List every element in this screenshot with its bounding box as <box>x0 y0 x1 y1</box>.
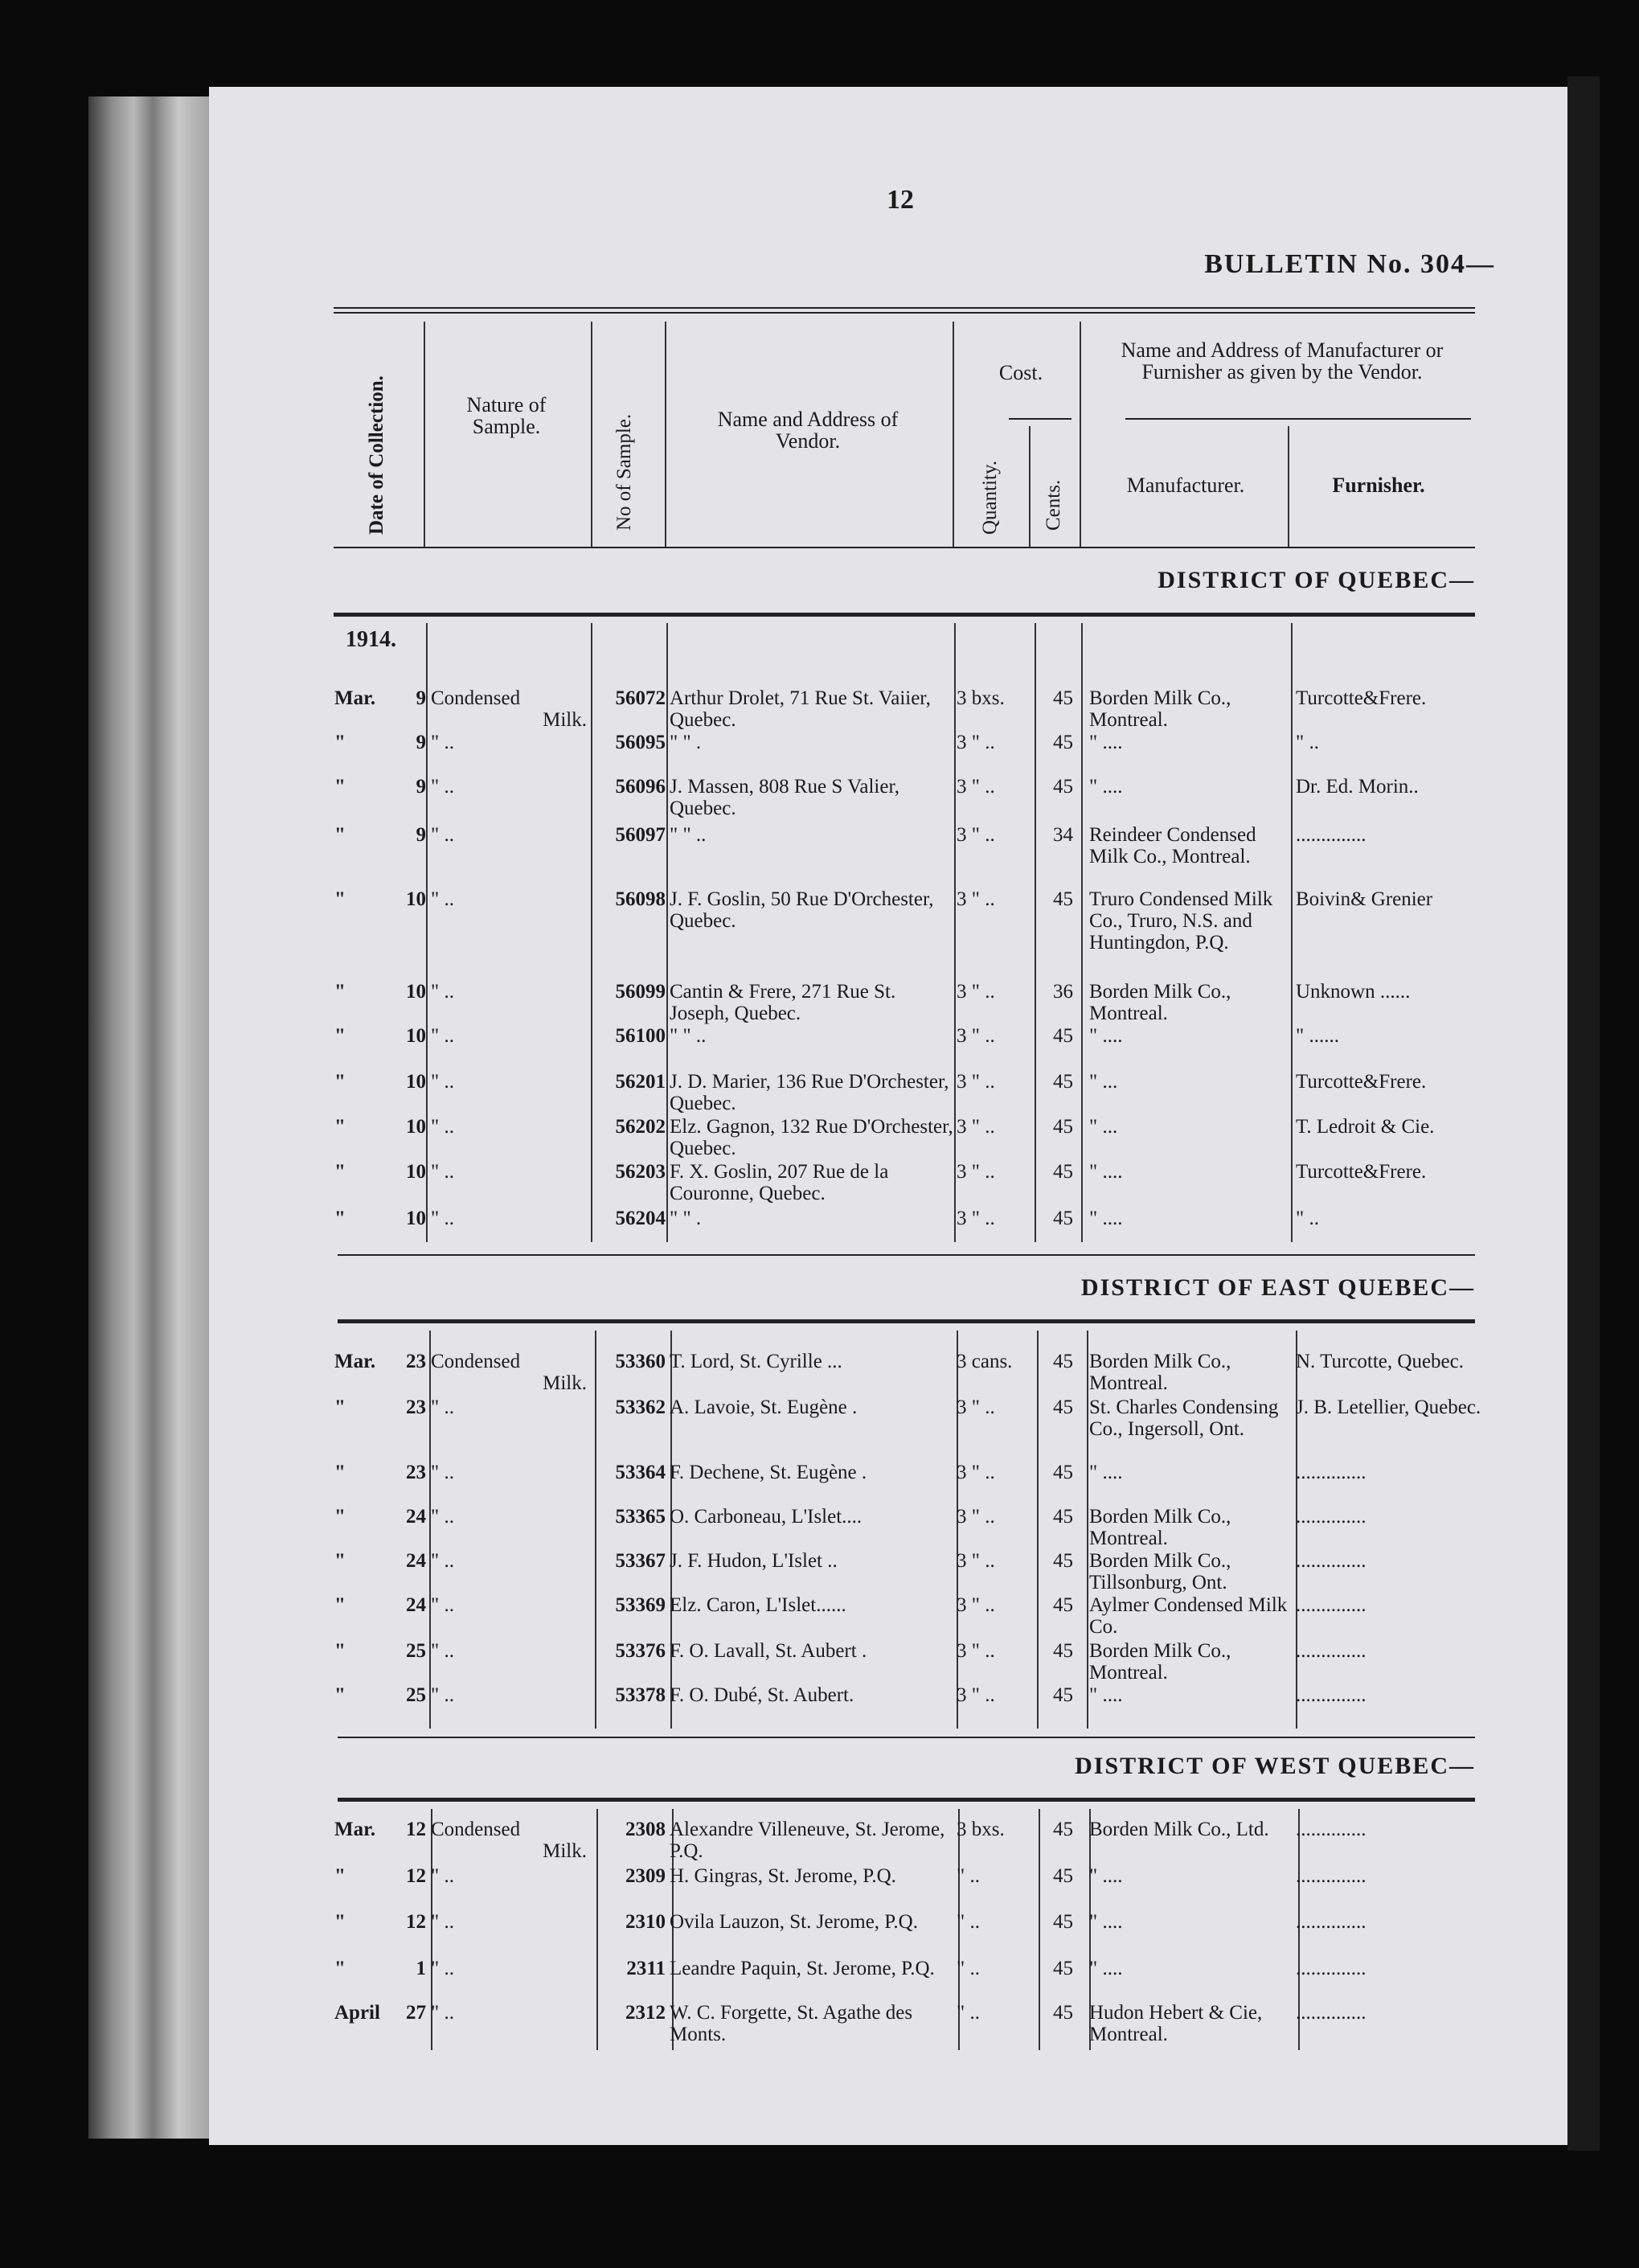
column-divider <box>1039 1809 1040 2050</box>
cell-month: " <box>334 1865 346 1887</box>
cell-cents: 45 <box>1053 1071 1073 1093</box>
cell-furnisher: .............. <box>1296 1865 1367 1887</box>
cell-furnisher: Turcotte&Frere. <box>1296 687 1427 709</box>
cell-furnisher: " .. <box>1296 1208 1319 1229</box>
cell-no: 53360 <box>615 1351 666 1372</box>
district-title: DISTRICT OF QUEBEC— <box>1158 567 1475 593</box>
cell-qty: 3 " .. <box>957 1594 995 1616</box>
cell-qty: 3 bxs. <box>957 687 1005 709</box>
cell-cents: 45 <box>1053 1640 1073 1662</box>
cell-vendor: J. Massen, 808 Rue S Valier, Quebec. <box>670 776 900 819</box>
cell-vendor: Cantin & Frere, 271 Rue St. Joseph, Quebec. <box>670 981 896 1024</box>
column-divider <box>1081 623 1083 1242</box>
cell-cents: 45 <box>1053 1550 1073 1572</box>
cell-no: 2310 <box>625 1911 666 1933</box>
cell-vendor: " " . <box>670 1208 702 1229</box>
cell-vendor: " " . <box>670 732 702 753</box>
cell-cents: 45 <box>1053 1396 1073 1418</box>
cell-vendor: " " .. <box>670 1025 707 1047</box>
cell-no: 56203 <box>615 1161 666 1183</box>
cell-manufacturer: Borden Milk Co., Ltd. <box>1089 1819 1269 1840</box>
column-divider <box>1037 1331 1039 1729</box>
cell-furnisher: Dr. Ed. Morin.. <box>1296 776 1419 798</box>
cell-vendor: F. O. Lavall, St. Aubert . <box>670 1640 867 1662</box>
cell-manufacturer: " .... <box>1089 776 1123 798</box>
column-divider <box>595 1331 596 1729</box>
cell-day: 9 <box>416 732 426 753</box>
bulletin-heading: BULLETIN No. 304— <box>1204 249 1495 279</box>
cell-month: April <box>334 2002 380 2024</box>
column-divider <box>591 623 592 1242</box>
cell-day: 25 <box>406 1640 426 1662</box>
cell-no: 56097 <box>615 824 666 846</box>
cell-furnisher: .............. <box>1296 1594 1367 1616</box>
column-divider <box>666 623 668 1242</box>
cell-nature: " .. <box>431 1071 454 1093</box>
cell-no: 53378 <box>615 1684 666 1706</box>
cell-month: " <box>334 1208 346 1229</box>
cell-nature: " .. <box>431 1911 454 1933</box>
cell-manufacturer: " ... <box>1089 1071 1118 1093</box>
cell-manufacturer: " .... <box>1089 1958 1123 1979</box>
cell-no: 53364 <box>615 1462 666 1483</box>
cell-vendor: Alexandre Villeneuve, St. Jerome, P.Q. <box>670 1819 945 1862</box>
header-mfr-group: Name and Address of Manufacturer or Furnisher as given by the Vendor. <box>1121 338 1444 383</box>
cell-month: " <box>334 1550 346 1572</box>
header-top-rule <box>334 307 1475 309</box>
cell-qty: " .. <box>957 2002 980 2024</box>
cell-furnisher: .............. <box>1296 1958 1367 1979</box>
cell-manufacturer: St. Charles Condensing Co., Ingersoll, Ont. <box>1089 1396 1279 1440</box>
column-divider <box>1087 1331 1088 1729</box>
cell-no: 53365 <box>615 1506 666 1528</box>
cell-cents: 45 <box>1053 1819 1073 1840</box>
cell-nature: " .. <box>431 1462 454 1483</box>
header-divider <box>1029 426 1031 547</box>
cell-manufacturer: Truro Condensed Milk Co., Truro, N.S. and Huntingdon, P.Q. <box>1089 888 1273 954</box>
header-nature: Nature of Sample. <box>466 393 547 438</box>
cell-qty: 3 " .. <box>957 1208 995 1229</box>
cell-nature: " .. <box>431 1116 454 1138</box>
cell-qty: 3 " .. <box>957 1640 995 1662</box>
cell-month: " <box>334 1506 346 1528</box>
cell-day: 23 <box>406 1351 426 1372</box>
cell-nature: " .. <box>431 1640 454 1662</box>
cell-vendor: F. Dechene, St. Eugène . <box>670 1462 867 1483</box>
cell-furnisher: Unknown ...... <box>1296 981 1411 1003</box>
cell-month: " <box>334 1640 346 1662</box>
cell-nature: " .. <box>431 1025 454 1047</box>
header-cost: Cost. <box>998 361 1043 384</box>
cell-manufacturer: " .... <box>1089 1865 1123 1887</box>
cell-day: 12 <box>406 1865 426 1887</box>
cell-manufacturer: " .... <box>1089 1025 1123 1047</box>
cell-furnisher: N. Turcotte, Quebec. <box>1296 1351 1464 1372</box>
section-rule <box>338 1254 1475 1256</box>
cell-no: 56095 <box>615 732 666 753</box>
cell-day: 9 <box>416 824 426 846</box>
cell-cents: 45 <box>1053 2002 1073 2024</box>
cell-cents: 45 <box>1053 1911 1073 1933</box>
cell-no: 56099 <box>615 981 666 1003</box>
column-divider <box>670 1331 672 1729</box>
cell-cents: 45 <box>1053 1025 1073 1047</box>
cell-day: 10 <box>406 1025 426 1047</box>
cell-no: 56098 <box>615 888 666 910</box>
cell-day: 12 <box>406 1819 426 1840</box>
header-divider <box>953 322 954 547</box>
cell-manufacturer: Borden Milk Co., Montreal. <box>1089 687 1231 731</box>
cell-cents: 45 <box>1053 732 1073 753</box>
cost-rule <box>1009 418 1071 420</box>
cell-vendor: T. Lord, St. Cyrille ... <box>670 1351 842 1372</box>
cell-vendor: Arthur Drolet, 71 Rue St. Vaiier, Quebec. <box>670 687 931 731</box>
cell-furnisher: " .. <box>1296 732 1319 753</box>
cell-month: " <box>334 1462 346 1483</box>
cell-nature: " .. <box>431 1208 454 1229</box>
header-cents: Cents. <box>1043 479 1064 531</box>
header-divider <box>591 322 592 547</box>
cell-nature-continued: Milk. <box>543 1372 587 1394</box>
cell-no: 56201 <box>615 1071 666 1093</box>
cell-manufacturer: " .... <box>1089 1462 1123 1483</box>
cell-no: 56096 <box>615 776 666 798</box>
header-divider <box>1080 322 1081 547</box>
cell-nature: Condensed <box>431 1819 521 1840</box>
cell-nature: " .. <box>431 1594 454 1616</box>
cell-vendor: Ovila Lauzon, St. Jerome, P.Q. <box>670 1911 918 1933</box>
cell-nature: " .. <box>431 1506 454 1528</box>
cell-manufacturer: Borden Milk Co., Montreal. <box>1089 1351 1231 1394</box>
cell-month: " <box>334 1594 346 1616</box>
cell-manufacturer: Borden Milk Co., Montreal. <box>1089 981 1231 1024</box>
cell-furnisher: .............. <box>1296 1911 1367 1933</box>
cell-cents: 45 <box>1053 1116 1073 1138</box>
year-label: 1914. <box>346 627 396 652</box>
header-furnisher: Furnisher. <box>1332 474 1425 497</box>
cell-day: 10 <box>406 1161 426 1183</box>
cell-manufacturer: Borden Milk Co., Montreal. <box>1089 1640 1231 1684</box>
cell-month: " <box>334 824 346 846</box>
cell-manufacturer: " .... <box>1089 1684 1123 1706</box>
cell-furnisher: .............. <box>1296 2002 1367 2024</box>
header-divider <box>1288 426 1289 547</box>
cell-vendor: W. C. Forgette, St. Agathe des Monts. <box>670 2002 913 2045</box>
cell-nature: " .. <box>431 776 454 798</box>
column-divider <box>1291 623 1293 1242</box>
header-manufacturer: Manufacturer. <box>1126 474 1245 497</box>
cell-nature: " .. <box>431 1958 454 1979</box>
cell-month: Mar. <box>334 1351 376 1372</box>
cell-qty: 3 " .. <box>957 776 995 798</box>
cell-month: " <box>334 1071 346 1093</box>
cell-day: 1 <box>416 1958 426 1979</box>
cell-no: 2309 <box>625 1865 666 1887</box>
cell-furnisher: J. B. Letellier, Quebec. <box>1296 1396 1481 1418</box>
cell-manufacturer: " ... <box>1089 1116 1118 1138</box>
cell-qty: " .. <box>957 1865 980 1887</box>
cell-vendor: J. D. Marier, 136 Rue D'Orchester, Quebec. <box>670 1071 949 1114</box>
cell-month: " <box>334 1396 346 1418</box>
cell-furnisher: T. Ledroit & Cie. <box>1296 1116 1435 1138</box>
district-title: DISTRICT OF EAST QUEBEC— <box>1080 1274 1475 1301</box>
cell-cents: 45 <box>1053 1161 1073 1183</box>
cell-qty: 3 " .. <box>957 1506 995 1528</box>
cell-vendor: Leandre Paquin, St. Jerome, P.Q. <box>670 1958 935 1979</box>
cell-month: " <box>334 776 346 798</box>
cell-month: " <box>334 1911 346 1933</box>
cell-cents: 45 <box>1053 888 1073 910</box>
cell-manufacturer: Hudon Hebert & Cie, Montreal. <box>1089 2002 1263 2045</box>
cell-no: 56204 <box>615 1208 666 1229</box>
column-divider <box>426 623 428 1242</box>
cell-day: 9 <box>416 687 426 709</box>
section-rule <box>334 613 1475 617</box>
cell-no: 56202 <box>615 1116 666 1138</box>
cell-cents: 45 <box>1053 1865 1073 1887</box>
cell-qty: 3 " .. <box>957 1462 995 1483</box>
cell-day: 23 <box>406 1462 426 1483</box>
cell-day: 25 <box>406 1684 426 1706</box>
cell-qty: " .. <box>957 1958 980 1979</box>
header-divider <box>424 322 425 547</box>
cell-month: " <box>334 1161 346 1183</box>
cell-vendor: Elz. Caron, L'Islet...... <box>670 1594 846 1616</box>
header-quantity: Quantity. <box>979 460 1001 535</box>
cell-cents: 45 <box>1053 1506 1073 1528</box>
cell-nature: " .. <box>431 824 454 846</box>
cell-nature: Condensed <box>431 687 521 709</box>
cell-day: 24 <box>406 1550 426 1572</box>
cell-month: " <box>334 1116 346 1138</box>
cell-manufacturer: " .... <box>1089 1161 1123 1183</box>
column-divider <box>1035 623 1036 1242</box>
cell-qty: " .. <box>957 1911 980 1933</box>
cell-nature: " .. <box>431 2002 454 2024</box>
cell-furnisher: .............. <box>1296 1550 1367 1572</box>
cell-no: 2308 <box>625 1819 666 1840</box>
cell-cents: 34 <box>1053 824 1073 846</box>
cell-day: 10 <box>406 1208 426 1229</box>
cell-furnisher: .............. <box>1296 1819 1367 1840</box>
cell-no: 53367 <box>615 1550 666 1572</box>
district-title: DISTRICT OF WEST QUEBEC— <box>1075 1753 1475 1779</box>
cell-cents: 45 <box>1053 1594 1073 1616</box>
cell-no: 53369 <box>615 1594 666 1616</box>
cell-vendor: J. F. Goslin, 50 Rue D'Orchester, Quebec. <box>670 888 934 932</box>
cell-vendor: A. Lavoie, St. Eugène . <box>670 1396 858 1418</box>
cell-no: 2311 <box>626 1958 666 1979</box>
cell-nature: " .. <box>431 1550 454 1572</box>
cell-nature: " .. <box>431 1396 454 1418</box>
book-spine <box>88 96 217 2139</box>
cell-qty: 3 " .. <box>957 1550 995 1572</box>
cell-day: 10 <box>406 1116 426 1138</box>
cell-manufacturer: Borden Milk Co., Tillsonburg, Ont. <box>1089 1550 1231 1593</box>
cell-month: Mar. <box>334 1819 376 1840</box>
cell-day: 9 <box>416 776 426 798</box>
cell-no: 56100 <box>615 1025 666 1047</box>
cell-day: 24 <box>406 1594 426 1616</box>
cell-nature: Condensed <box>431 1351 521 1372</box>
cell-manufacturer: " .... <box>1089 732 1123 753</box>
cell-month: " <box>334 732 346 753</box>
cell-nature: " .. <box>431 1161 454 1183</box>
cell-vendor: F. O. Dubé, St. Aubert. <box>670 1684 854 1706</box>
header-top-rule-2 <box>334 312 1475 314</box>
cell-nature: " .. <box>431 1684 454 1706</box>
cell-cents: 45 <box>1053 1684 1073 1706</box>
cell-manufacturer: " .... <box>1089 1911 1123 1933</box>
cell-day: 10 <box>406 888 426 910</box>
page-number: 12 <box>887 185 914 215</box>
cell-furnisher: Turcotte&Frere. <box>1296 1071 1427 1093</box>
cell-qty: 3 " .. <box>957 824 995 846</box>
cell-cents: 45 <box>1053 687 1073 709</box>
header-vendor: Name and Address of Vendor. <box>717 408 899 453</box>
cell-furnisher: .............. <box>1296 824 1367 846</box>
cell-cents: 45 <box>1053 1958 1073 1979</box>
page-edge-shadow <box>1567 76 1600 2151</box>
cell-qty: 3 cans. <box>957 1351 1013 1372</box>
cell-furnisher: .............. <box>1296 1506 1367 1528</box>
cell-day: 24 <box>406 1506 426 1528</box>
cell-qty: 3 bxs. <box>957 1819 1005 1840</box>
cell-month: " <box>334 888 346 910</box>
cell-qty: 3 " .. <box>957 888 995 910</box>
cell-month: " <box>334 981 346 1003</box>
cell-nature: " .. <box>431 888 454 910</box>
cell-furnisher: " ...... <box>1296 1025 1339 1047</box>
cell-month: Mar. <box>334 687 376 709</box>
cell-qty: 3 " .. <box>957 1116 995 1138</box>
cell-cents: 36 <box>1053 981 1073 1003</box>
header-bottom-rule <box>334 547 1475 548</box>
column-divider <box>1296 1331 1297 1729</box>
header-divider <box>665 322 666 547</box>
cell-vendor: F. X. Goslin, 207 Rue de la Couronne, Quebec. <box>670 1161 889 1204</box>
section-rule <box>338 1798 1475 1802</box>
cell-vendor: H. Gingras, St. Jerome, P.Q. <box>670 1865 896 1887</box>
cell-nature-continued: Milk. <box>543 709 587 731</box>
cell-cents: 45 <box>1053 1208 1073 1229</box>
header-date: Date of Collection. <box>366 375 387 535</box>
cell-qty: 3 " .. <box>957 981 995 1003</box>
cell-qty: 3 " .. <box>957 1025 995 1047</box>
cell-no: 53362 <box>615 1396 666 1418</box>
cell-qty: 3 " .. <box>957 732 995 753</box>
cell-no: 53376 <box>615 1640 666 1662</box>
cell-furnisher: .............. <box>1296 1640 1367 1662</box>
cell-month: " <box>334 1684 346 1706</box>
cell-day: 27 <box>406 2002 426 2024</box>
cell-qty: 3 " .. <box>957 1161 995 1183</box>
cell-month: " <box>334 1958 346 1979</box>
cell-no: 2312 <box>625 2002 666 2024</box>
cell-manufacturer: Borden Milk Co., Montreal. <box>1089 1506 1231 1549</box>
cell-no: 56072 <box>615 687 666 709</box>
cell-vendor: Elz. Gagnon, 132 Rue D'Orchester, Quebec. <box>670 1116 953 1159</box>
cell-nature-continued: Milk. <box>543 1840 587 1862</box>
header-sample-no: No of Sample. <box>613 413 635 531</box>
cell-day: 10 <box>406 1071 426 1093</box>
cell-vendor: O. Carboneau, L'Islet.... <box>670 1506 863 1528</box>
mfr-rule <box>1125 418 1471 420</box>
cell-furnisher: Boivin& Grenier <box>1296 888 1433 910</box>
cell-manufacturer: " .... <box>1089 1208 1123 1229</box>
cell-month: " <box>334 1025 346 1047</box>
cell-qty: 3 " .. <box>957 1396 995 1418</box>
section-rule <box>338 1737 1475 1738</box>
column-divider <box>957 1331 958 1729</box>
cell-vendor: " " .. <box>670 824 707 846</box>
cell-nature: " .. <box>431 1865 454 1887</box>
cell-furnisher: .............. <box>1296 1462 1367 1483</box>
cell-furnisher: .............. <box>1296 1684 1367 1706</box>
cell-furnisher: Turcotte&Frere. <box>1296 1161 1427 1183</box>
cell-nature: " .. <box>431 732 454 753</box>
cell-day: 12 <box>406 1911 426 1933</box>
cell-manufacturer: Aylmer Condensed Milk Co. <box>1089 1594 1288 1638</box>
cell-manufacturer: Reindeer Condensed Milk Co., Montreal. <box>1089 824 1256 867</box>
cell-cents: 45 <box>1053 1462 1073 1483</box>
cell-day: 23 <box>406 1396 426 1418</box>
cell-qty: 3 " .. <box>957 1071 995 1093</box>
cell-day: 10 <box>406 981 426 1003</box>
cell-qty: 3 " .. <box>957 1684 995 1706</box>
cell-nature: " .. <box>431 981 454 1003</box>
cell-vendor: J. F. Hudon, L'Islet .. <box>670 1550 838 1572</box>
cell-cents: 45 <box>1053 776 1073 798</box>
section-rule <box>338 1319 1475 1323</box>
cell-cents: 45 <box>1053 1351 1073 1372</box>
